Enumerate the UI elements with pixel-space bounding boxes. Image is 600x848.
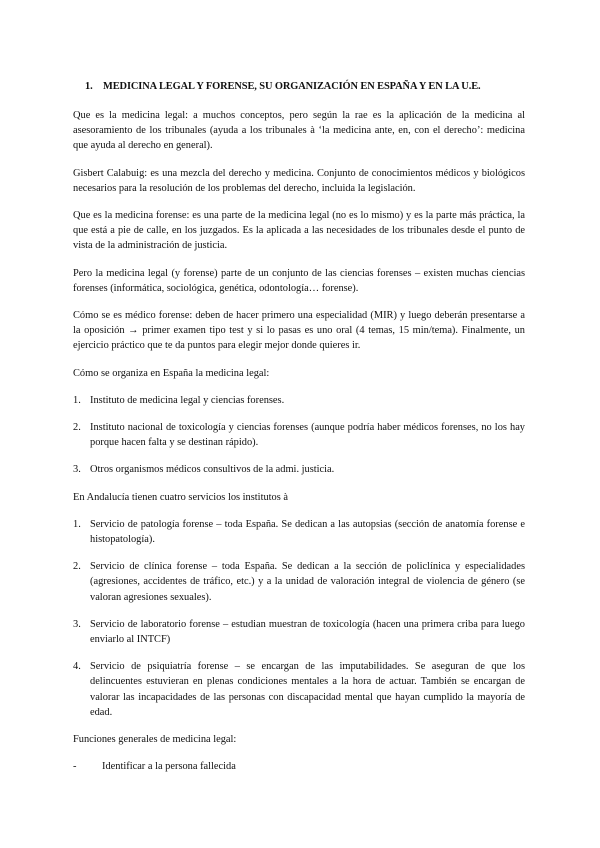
list-item	[73, 462, 525, 477]
paragraph-gisbert: Gisbert Calabuig: es una mezcla del derecho y medicina. Conjunto de conocimientos médicos y biológicos necesarios para la resolución de los problemas del derecho, incluida la legislación.	[73, 167, 525, 194]
paragraph-andalucia: En Andalucía tienen cuatro servicios los institutos à	[73, 491, 288, 503]
section-heading	[85, 80, 525, 94]
list-item-text: Servicio de laboratorio forense – estudian muestran de toxicología (hacen una primera criba para luego enviarlo al INTCF)	[90, 618, 525, 646]
list-item-text: Servicio de clínica forense – toda España. Se dedican a la sección de policlínica y especialidades (agresiones, accidentes de tráfico, etc.) y a la unidad de valoración integral de violencia de género (se valoran agresiones sexuales).	[90, 561, 525, 603]
list-number: 3.	[73, 464, 81, 476]
paragraph-medicina-forense: Que es la medicina forense: es una parte de la medicina legal (no es lo mismo) y es la parte más práctica, la que está a pie de calle, en los juzgados. Es la aplicada a las necesidades de los tribunales desde el punto de vista de la administración de justicia.	[73, 210, 525, 252]
list-item	[73, 393, 525, 408]
section-number: 1.	[85, 81, 93, 92]
list-item-text: Otros organismos médicos consultivos de la admi. justicia.	[90, 464, 335, 476]
list-dash: -	[73, 761, 77, 773]
list-item	[73, 517, 525, 547]
list-number: 2.	[73, 561, 81, 573]
list-item-text: Servicio de patología forense – toda España. Se dedican a las autopsias (sección de anatomía forense e histopatología).	[90, 518, 525, 546]
list-number: 3.	[73, 618, 81, 630]
list-item-text: Identificar a la persona fallecida	[102, 761, 236, 773]
paragraph-ciencias-forenses: Pero la medicina legal (y forense) parte de un conjunto de las ciencias forenses – existen muchas ciencias forenses (informática, sociológica, genética, odontología… forense).	[73, 267, 525, 294]
organization-list	[73, 393, 525, 478]
list-number: 1.	[73, 394, 81, 406]
list-item	[73, 559, 525, 605]
functions-list	[73, 759, 525, 774]
list-item	[73, 617, 525, 647]
section-title: MEDICINA LEGAL Y FORENSE, SU ORGANIZACIÓN EN ESPAÑA Y EN LA U.E.	[103, 81, 481, 92]
paragraph-medicina-legal: Que es la medicina legal: a muchos conceptos, pero según la rae es la aplicación de la medicina al asesoramiento de los tribunales (ayuda a los tribunales à ‘la medicina ante, en, con el derecho’: medicina que ayuda al derecho en general).	[73, 110, 525, 152]
list-number: 1.	[73, 518, 81, 530]
paragraph-organizacion: Cómo se organiza en España la medicina legal:	[73, 367, 270, 379]
list-item-text: Instituto nacional de toxicología y ciencias forenses (aunque podría haber médicos forenses, no los hay porque hacen falta y se destinan rápido).	[90, 422, 525, 449]
list-item	[73, 420, 525, 450]
services-list	[73, 517, 525, 720]
list-item-text: Servicio de psiquiatría forense – se encargan de las imputabilidades. Se aseguran de que los delincuentes estuvieran en plenas condiciones mentales a la hora de actuar. También se encargan de valorar las incapacidades de las personas con discapacidad mental que hayan cumplido la mayoría de edad.	[90, 661, 525, 718]
list-number: 4.	[73, 661, 81, 673]
list-number: 2.	[73, 422, 81, 434]
paragraph-funciones: Funciones generales de medicina legal:	[73, 734, 237, 746]
list-item	[73, 659, 525, 720]
list-item-text: Instituto de medicina legal y ciencias forenses.	[90, 394, 285, 406]
paragraph-medico-forense: Cómo se es médico forense: deben de hacer primero una especialidad (MIR) y luego deberán presentarse a la oposición → primer examen tipo test y si lo pasas es uno oral (4 temas, 15 min/tema). Finalmente, un ejercicio práctico que te da puntos para elegir mejor donde quieres ir.	[73, 310, 525, 352]
list-item	[73, 759, 525, 774]
